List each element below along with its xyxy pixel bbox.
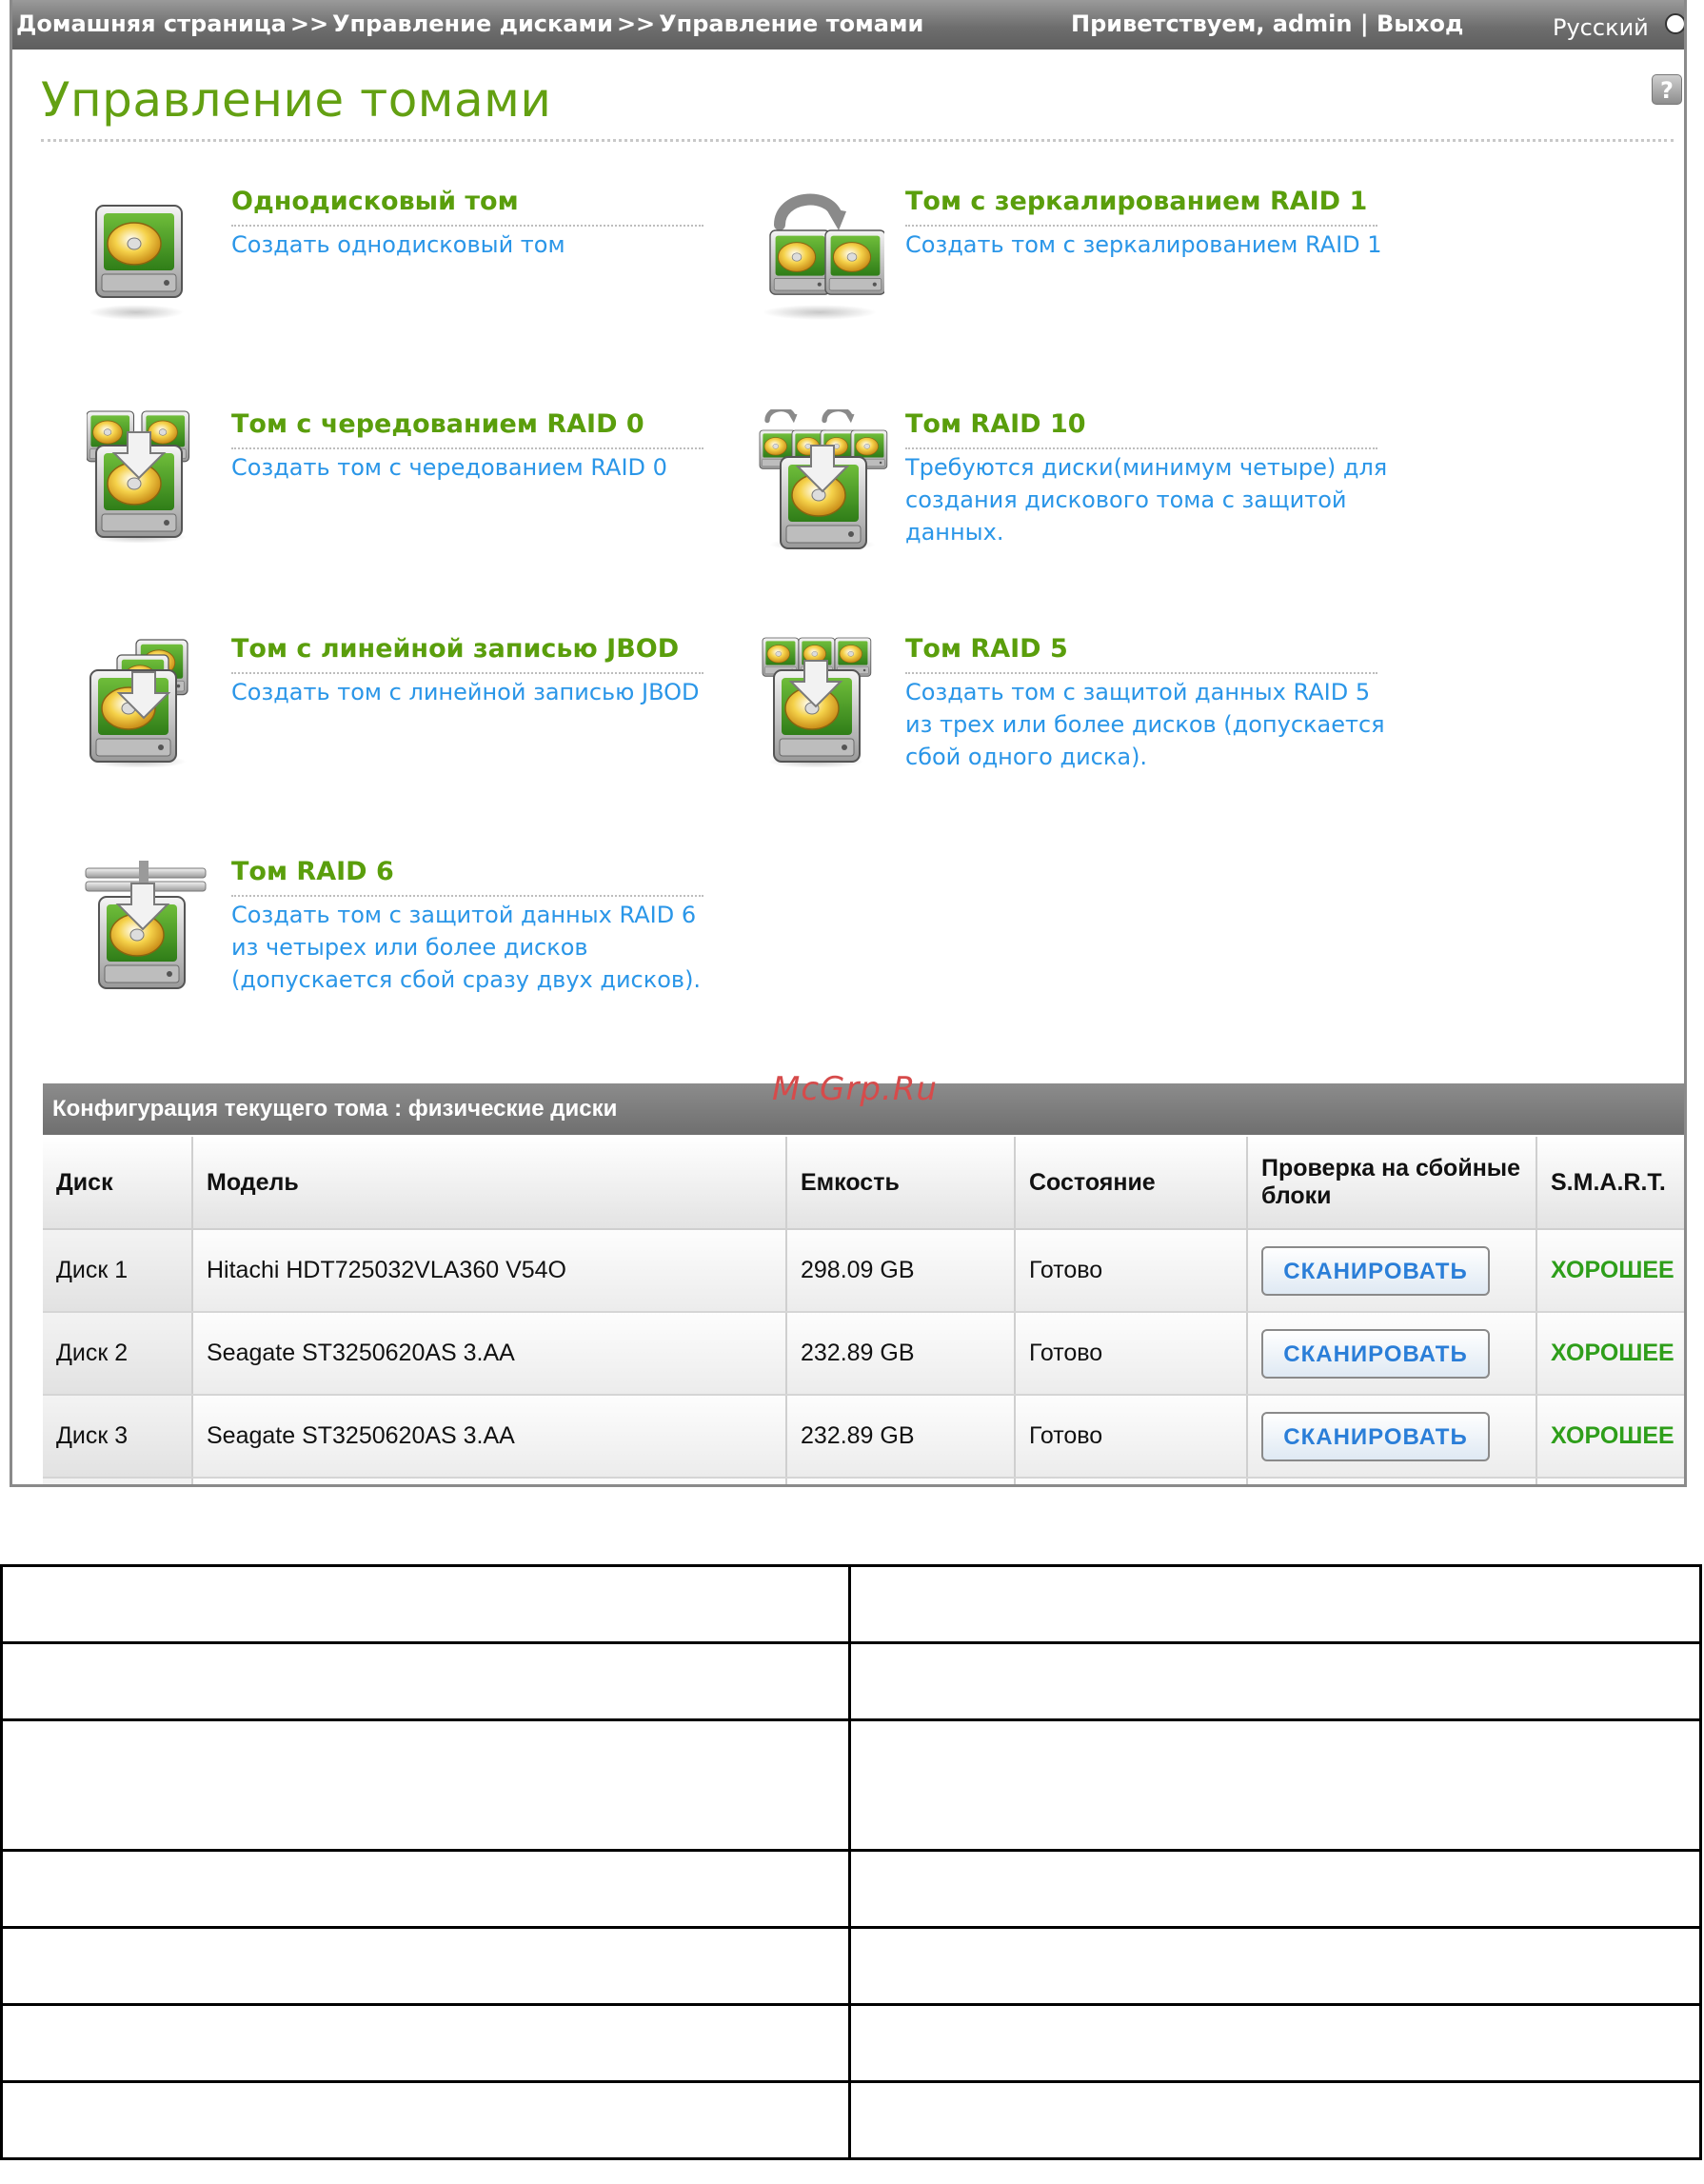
smart-cell	[1536, 1229, 1687, 1312]
page-title: Управление томами	[41, 72, 552, 128]
option-title[interactable]: Том RAID 5	[905, 634, 1068, 664]
globe-icon[interactable]	[1665, 13, 1686, 34]
physical-disks-table	[43, 1137, 1687, 1487]
option-divider	[231, 895, 703, 897]
capacity-cell: 232.89 GB	[786, 1395, 1015, 1478]
smart-status[interactable]: ХОРОШЕЕ	[1551, 1257, 1674, 1283]
option-divider	[231, 447, 703, 449]
language-selector[interactable]: Русский	[1553, 14, 1649, 41]
empty-cell	[850, 1928, 1701, 2005]
empty-cell	[1015, 1478, 1247, 1487]
raid0-stripe-icon[interactable]	[87, 409, 210, 543]
empty-cell	[850, 1643, 1701, 1720]
table-row	[2, 1851, 1701, 1928]
option-divider	[905, 672, 1377, 674]
table-row	[43, 1229, 1687, 1312]
table-header-row	[43, 1137, 1687, 1229]
option-link[interactable]: Создать том с линейной записью JBOD	[231, 679, 700, 705]
breadcrumb-volume-management[interactable]: Управление томами	[659, 10, 924, 37]
option-title[interactable]: Однодисковый том	[231, 187, 519, 216]
table-row	[2, 1720, 1701, 1851]
blank-table	[0, 1564, 1702, 2160]
scan-cell	[1247, 1229, 1536, 1312]
table-row	[2, 1643, 1701, 1720]
empty-cell	[2, 1566, 850, 1643]
table-row	[43, 1395, 1687, 1478]
logout-link[interactable]: Выход	[1376, 10, 1464, 37]
model-cell: Hitachi HDT725032VLA360 V54O	[192, 1229, 786, 1312]
column-header-model: Модель	[192, 1137, 786, 1229]
breadcrumb-separator: >>	[616, 10, 656, 37]
breadcrumb-disk-management-link[interactable]: Управление дисками	[332, 10, 613, 37]
scan-button[interactable]: СКАНИРОВАТЬ	[1261, 1329, 1490, 1379]
watermark: McGrp.Ru	[772, 1070, 938, 1108]
volume-config-panel	[43, 1083, 1687, 1487]
smart-cell	[1536, 1395, 1687, 1478]
option-link[interactable]: Требуются диски(минимум четыре) для создания дискового тома с защитой данных.	[905, 454, 1388, 546]
scan-cell	[1247, 1312, 1536, 1395]
table-row-partial	[43, 1478, 1687, 1487]
empty-cell	[1247, 1478, 1536, 1487]
status-cell: Готово	[1015, 1229, 1247, 1312]
smart-status[interactable]: ХОРОШЕЕ	[1551, 1422, 1674, 1449]
option-title[interactable]: Том RAID 10	[905, 409, 1086, 439]
username: admin	[1272, 10, 1353, 37]
top-bar	[12, 0, 1684, 50]
raid5-icon[interactable]	[761, 634, 884, 767]
empty-cell	[786, 1478, 1015, 1487]
option-title[interactable]: Том с чередованием RAID 0	[231, 409, 644, 439]
scan-button[interactable]: СКАНИРОВАТЬ	[1261, 1412, 1490, 1461]
option-link[interactable]: Создать однодисковый том	[231, 231, 565, 258]
option-link[interactable]: Создать том с защитой данных RAID 6 из четырех или более дисков (допускается сбой сразу двух дисков).	[231, 902, 702, 993]
status-cell: Готово	[1015, 1395, 1247, 1478]
breadcrumb-home-link[interactable]: Домашняя страница	[16, 10, 287, 37]
option-link[interactable]: Создать том с чередованием RAID 0	[231, 454, 667, 481]
scan-cell	[1247, 1395, 1536, 1478]
raid6-icon[interactable]	[79, 857, 212, 990]
empty-cell	[2, 2005, 850, 2082]
capacity-cell: 232.89 GB	[786, 1312, 1015, 1395]
option-divider	[905, 225, 1377, 227]
table-row	[2, 1928, 1701, 2005]
empty-cell	[850, 1566, 1701, 1643]
disk-cell: Диск 2	[43, 1312, 192, 1395]
disk-cell: Диск 1	[43, 1229, 192, 1312]
option-title[interactable]: Том с зеркалированием RAID 1	[905, 187, 1368, 216]
option-divider	[231, 672, 703, 674]
breadcrumb	[16, 10, 923, 37]
empty-cell	[2, 1928, 850, 2005]
empty-cell	[2, 1643, 850, 1720]
single-disk-icon[interactable]	[87, 187, 210, 320]
empty-cell	[2, 2082, 850, 2159]
table-row	[2, 1566, 1701, 1643]
divider: |	[1359, 10, 1369, 37]
option-link[interactable]: Создать том с зеркалированием RAID 1	[905, 231, 1382, 258]
column-header-smart: S.M.A.R.T.	[1536, 1137, 1687, 1229]
empty-cell	[2, 1851, 850, 1928]
status-cell: Готово	[1015, 1312, 1247, 1395]
panel-header: Конфигурация текущего тома : физические диски	[43, 1083, 1687, 1135]
option-link[interactable]: Создать том с защитой данных RAID 5 из трех или более дисков (допускается сбой одного диска).	[905, 679, 1385, 770]
disk-cell: Диск 3	[43, 1395, 192, 1478]
empty-cell	[43, 1478, 192, 1487]
option-title[interactable]: Том с линейной записью JBOD	[231, 634, 680, 664]
option-divider	[231, 225, 703, 227]
model-cell: Seagate ST3250620AS 3.AA	[192, 1312, 786, 1395]
empty-cell	[192, 1478, 786, 1487]
scan-button[interactable]: СКАНИРОВАТЬ	[1261, 1246, 1490, 1296]
empty-cell	[850, 2005, 1701, 2082]
jbod-icon[interactable]	[87, 634, 210, 767]
empty-cell	[850, 2082, 1701, 2159]
column-header-bad-block-scan: Проверка на сбойные блоки	[1247, 1137, 1536, 1229]
empty-cell	[2, 1720, 850, 1851]
smart-cell	[1536, 1312, 1687, 1395]
table-row	[2, 2082, 1701, 2159]
nas-window	[10, 0, 1687, 1487]
raid10-icon[interactable]	[755, 409, 888, 552]
empty-cell	[850, 1720, 1701, 1851]
table-row	[43, 1312, 1687, 1395]
column-header-disk: Диск	[43, 1137, 192, 1229]
model-cell: Seagate ST3250620AS 3.AA	[192, 1395, 786, 1478]
help-icon[interactable]: ?	[1652, 74, 1682, 105]
breadcrumb-separator: >>	[289, 10, 329, 37]
column-header-status: Состояние	[1015, 1137, 1247, 1229]
column-header-capacity: Емкость	[786, 1137, 1015, 1229]
greeting-text: Приветствуем,	[1071, 10, 1265, 37]
capacity-cell: 298.09 GB	[786, 1229, 1015, 1312]
smart-status[interactable]: ХОРОШЕЕ	[1551, 1340, 1674, 1366]
empty-cell	[1536, 1478, 1687, 1487]
option-divider	[905, 447, 1377, 449]
user-greeting	[1071, 10, 1463, 37]
table-row	[2, 2005, 1701, 2082]
empty-cell	[850, 1851, 1701, 1928]
option-title[interactable]: Том RAID 6	[231, 857, 394, 886]
raid1-mirror-icon[interactable]	[761, 187, 884, 320]
title-divider	[41, 139, 1674, 142]
